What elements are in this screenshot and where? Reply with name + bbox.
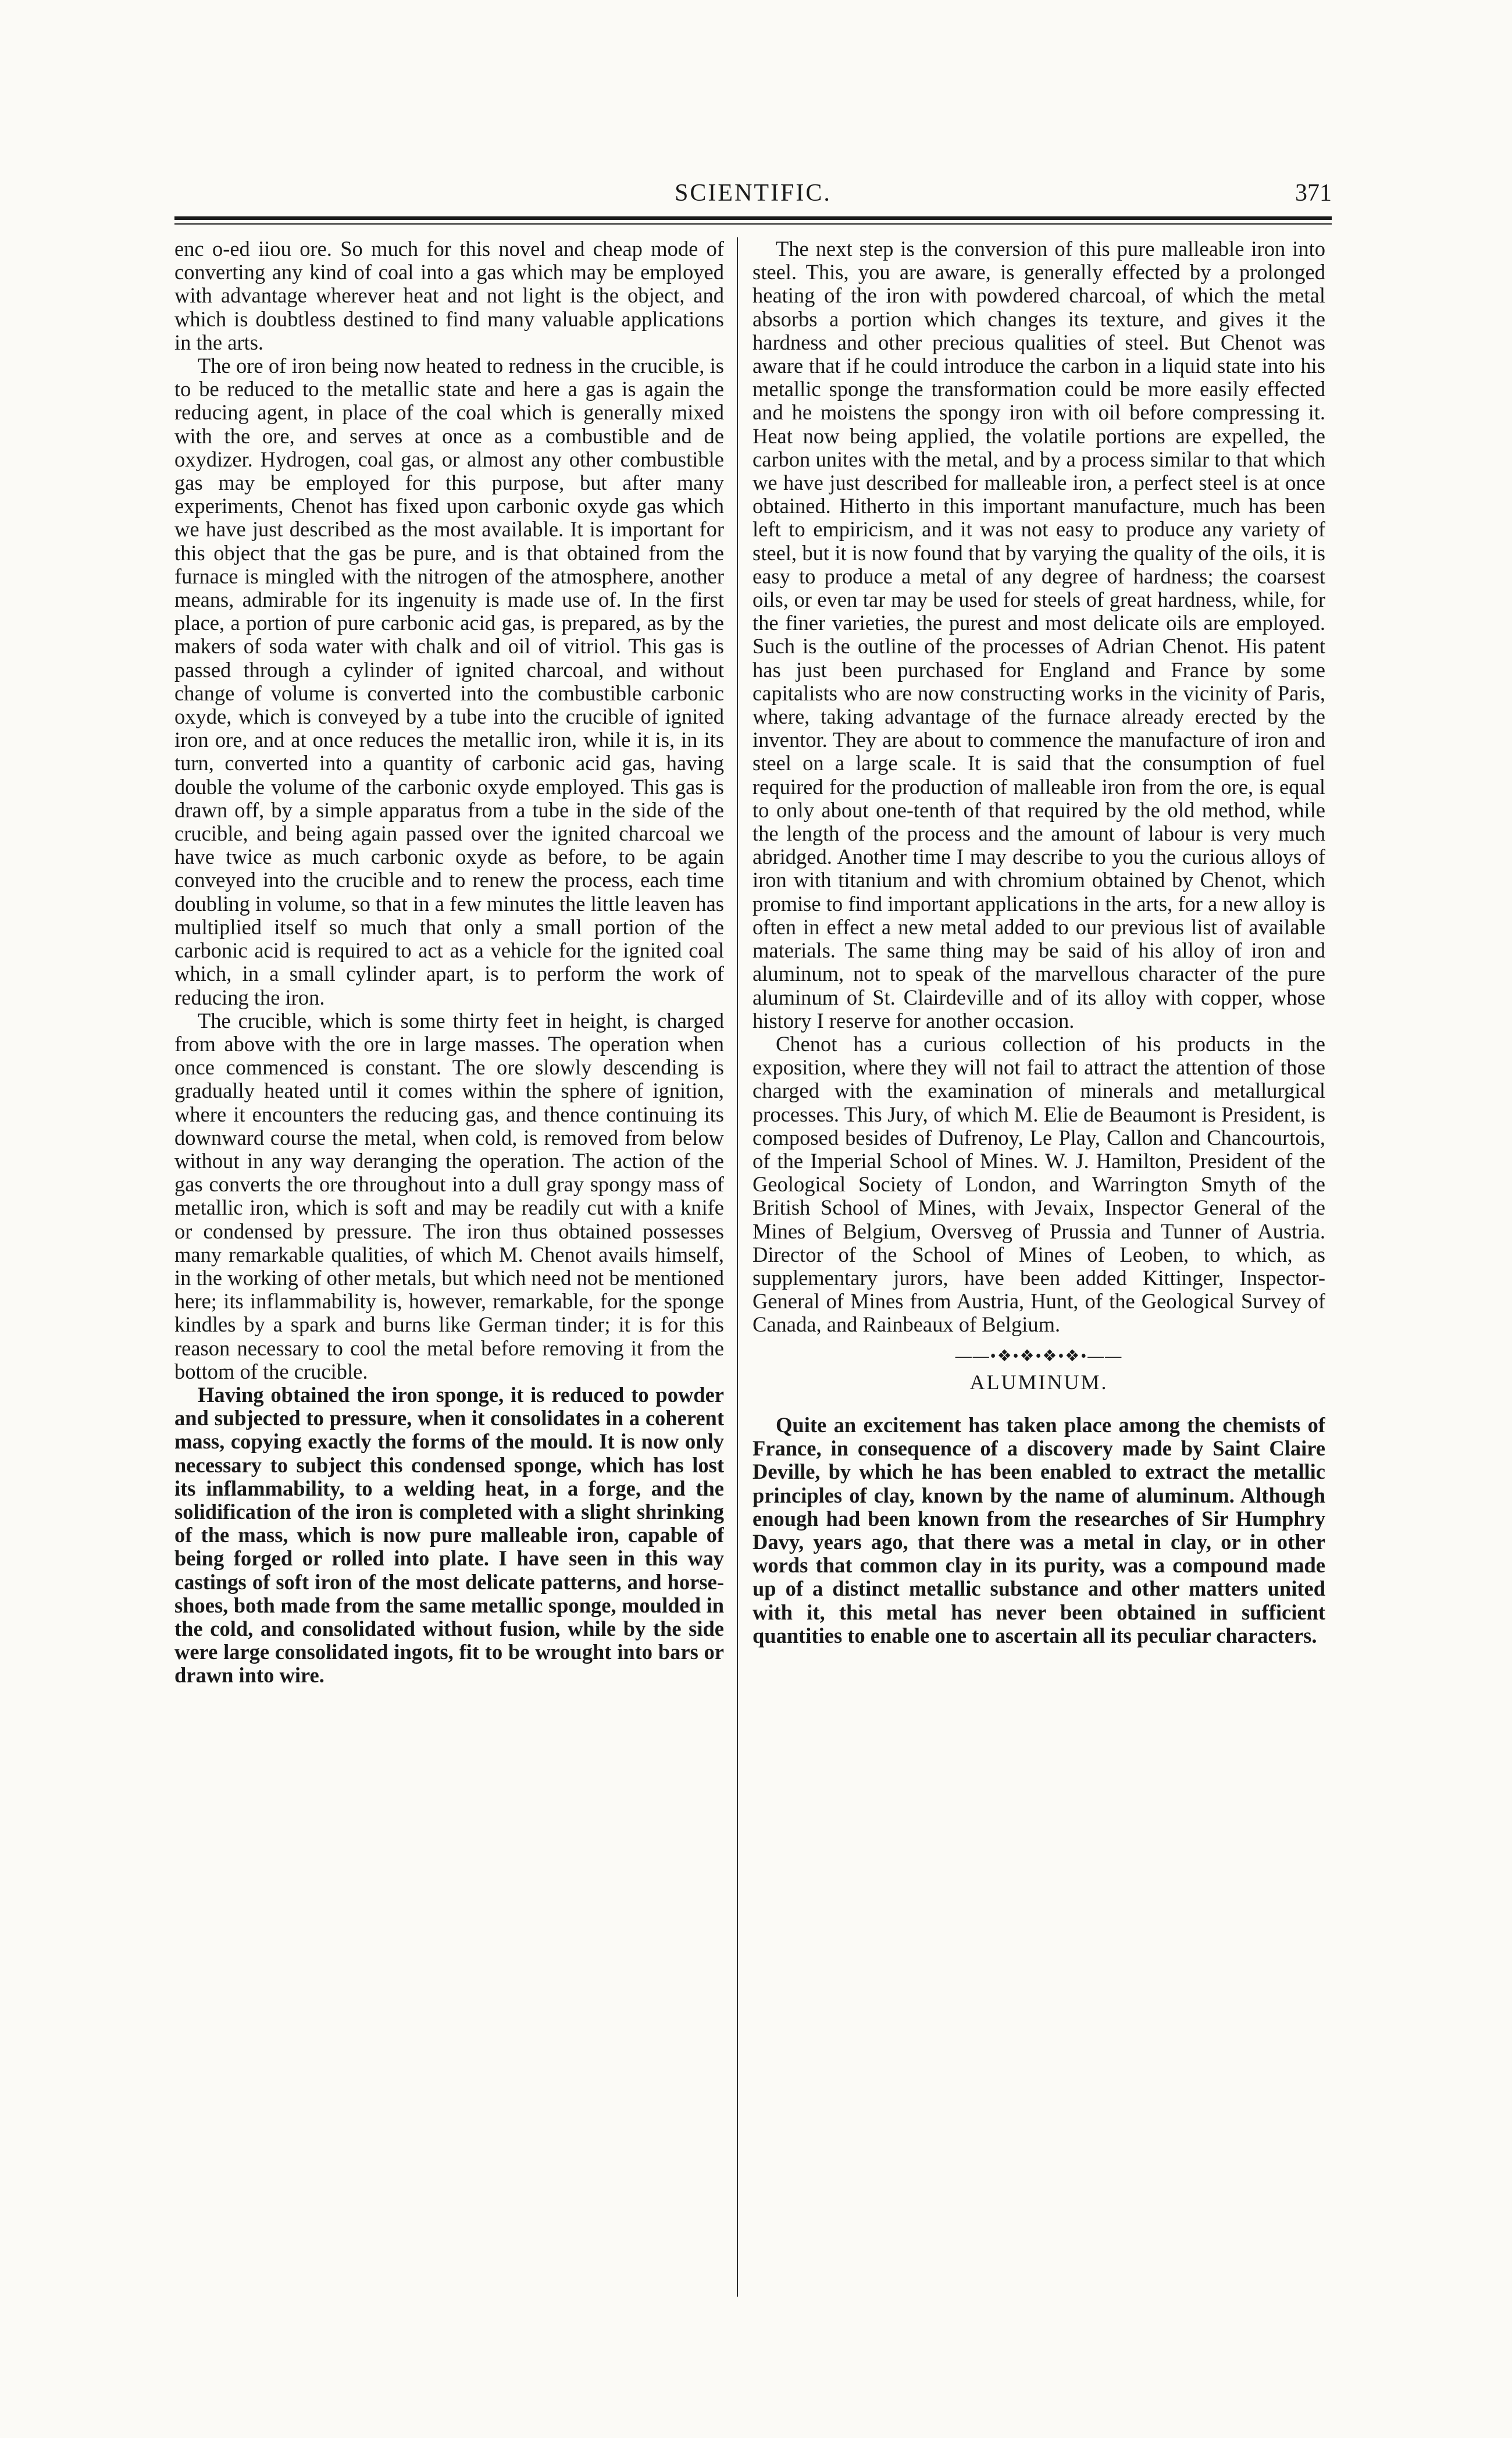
paragraph: The crucible, which is some thirty feet in height, is charged from above with the ore in large masses. The operation when once commenced is constant. The ore slowly descending is gradually heated until it comes within the sphere of ignition, where it encounters the reducing gas, and thence continuing its downward course the metal, when cold, is removed from below without in any way deranging the operation. The action of the gas converts the ore throughout into a dull gray spongy mass of metallic iron, which is soft and may be readily cut with a knife or condensed by pressure. The iron thus obtained possesses many remarkable qualities, of which M. Chenot avails himself, in the working of other metals, but which need not be mentioned here; its inflammability is, however, remarkable, for the sponge kindles by a spark and burns like German tinder; it is for this reason necessary to cool the metal before removing it from the bottom of the crucible.: [174, 1008, 724, 1383]
section-heading: ALUMINUM.: [969, 1370, 1108, 1394]
column-divider: [737, 237, 738, 2297]
paragraph: enc o-ed iiou ore. So much for this novel and cheap mode of converting any kind of coal into a gas which may be employed with advantage wherever heat and not light is the object, and which is doubtless destined to find many valuable applications in the arts.: [174, 237, 724, 354]
paragraph: The next step is the conversion of this pure malleable iron into steel. This, you are aware, is generally effected by a prolonged heating of the iron with powdered charcoal, of which the metal absorbs a portion which changes its texture, and gives it the hardness and other precious qualities of steel. But Chenot was aware that if he could introduce the carbon in a liquid state into his metallic sponge the transformation could be more easily effected and he moistens the spongy iron with oil before compressing it. Heat now being applied, the volatile portions are expelled, the carbon unites with the metal, and by a process similar to that which we have just described for malleable iron, a perfect steel is at once obtained. Hitherto in this important manufacture, much has been left to empiricism, and it was not easy to produce any variety of steel, but it is now found that by varying the quality of the oils, it is easy to produce a metal of any degree of hardness; the coarsest oils, or even tar may be used for steels of great hardness, while, for the finer varieties, the purest and most delicate oils are employed. Such is the outline of the processes of Adrian Chenot. His patent has just been purchased for England and France by some capitalists who are now constructing works in the vicinity of Paris, where, taking advantage of the furnace already erected by the inventor. They are about to commence the manufacture of iron and steel on a large scale. It is said that the consumption of fuel required for the production of malleable iron from the ore, is equal to only about one-tenth of that required by the old method, while the length of the process and the amount of labour is very much abridged. Another time I may describe to you the curious alloys of iron with titanium and with chromium obtained by Chenot, which promise to find important applications in the arts, for a new alloy is often in effect a new metal added to our previous list of available materials. The same thing may be said of his alloy of iron and aluminum, not to speak of the marvellous character of the pure aluminum of St. Clairdeville and of its alloy with copper, whose history I reserve for another occasion.: [753, 237, 1325, 1033]
section-ornament: ——•❖•❖•❖•❖•——: [955, 1347, 1123, 1365]
running-head: SCIENTIFIC.: [675, 180, 832, 207]
right-column: [753, 237, 1325, 2227]
page-header: [174, 179, 1332, 214]
left-column: [174, 237, 724, 2227]
paragraph: Chenot has a curious collection of his products in the exposition, where they will not fail to attract the attention of those charged with the examination of minerals and metallurgical processes. This Jury, of which M. Elie de Beaumont is President, is composed besides of Dufrenoy, Le Play, Callon and Chancourtois, of the Imperial School of Mines. W. J. Hamilton, President of the Geological Society of London, and Warrington Smyth of the British School of Mines, with Jevaix, Inspector General of the Mines of Belgium, Oversveg of Prussia and Tunner of Austria. Director of the School of Mines of Leoben, to which, as supplementary jurors, have been added Kittinger, Inspector-General of Mines from Austria, Hunt, of the Geological Survey of Canada, and Rainbeaux of Belgium.: [753, 1031, 1325, 1337]
page-number: 371: [1295, 180, 1332, 207]
header-rule-thin: [174, 223, 1332, 225]
paragraph: The ore of iron being now heated to redness in the crucible, is to be reduced to the metallic state and here a gas is again the reducing agent, in place of the coal which is generally mixed with the ore, and serves at once as a combustible and de oxydizer. Hydrogen, coal gas, or almost any other combustible gas may be employed for this purpose, but after many experiments, Chenot has fixed upon carbonic oxyde gas which we have just described as the most available. It is important for this object that the gas be pure, and is that obtained from the furnace is mingled with the nitrogen of the atmosphere, another means, admirable for its ingenuity is made use of. In the first place, a portion of pure carbonic acid gas, is prepared, as by the makers of soda water with chalk and oil of vitriol. This gas is passed through a cylinder of ignited charcoal, and without change of volume is converted into the combustible carbonic oxyde, which is conveyed by a tube into the crucible of ignited iron ore, and at once reduces the metallic iron, while it is, in its turn, converted into a quantity of carbonic acid gas, having double the volume of the carbonic oxyde employed. This gas is drawn off, by a simple apparatus from a tube in the side of the crucible, and being again passed over the ignited charcoal we have twice as much carbonic oxyde as before, to be again conveyed into the crucible and to renew the process, each time doubling in volume, so that in a few minutes the little leaven has multiplied itself so much that only a small portion of the carbonic acid is required to act as a vehicle for the ignited coal which, in a small cylinder apart, is to perform the work of reducing the iron.: [174, 354, 724, 1009]
paragraph: Having obtained the iron sponge, it is reduced to powder and subjected to pressure, when it consolidates in a coherent mass, copying exactly the forms of the mould. It is now only necessary to subject this condensed sponge, which has lost its inflammability, to a welding heat, in a forge, and the solidification of the iron is completed with a slight shrinking of the mass, which is now pure malleable iron, capable of being forged or rolled into plate. I have seen in this way castings of soft iron of the most delicate patterns, and horse-shoes, both made from the same metallic sponge, moulded in the cold, and consolidated without fusion, while by the side were large consolidated ingots, fit to be wrought into bars or drawn into wire.: [174, 1382, 724, 1688]
header-rule-thick: [174, 216, 1332, 220]
paragraph: Quite an excitement has taken place among the chemists of France, in consequence of a discovery made by Saint Claire Deville, by which he has been enabled to extract the metallic principles of clay, known by the name of aluminum. Although enough had been known from the researches of Sir Humphry Davy, years ago, that there was a metal in clay, or in other words that common clay in its purity, was a compound made up of a distinct metallic substance and other matters united with it, this metal has never been obtained in sufficient quantities to enable one to ascertain all its peculiar characters.: [753, 1412, 1325, 1647]
